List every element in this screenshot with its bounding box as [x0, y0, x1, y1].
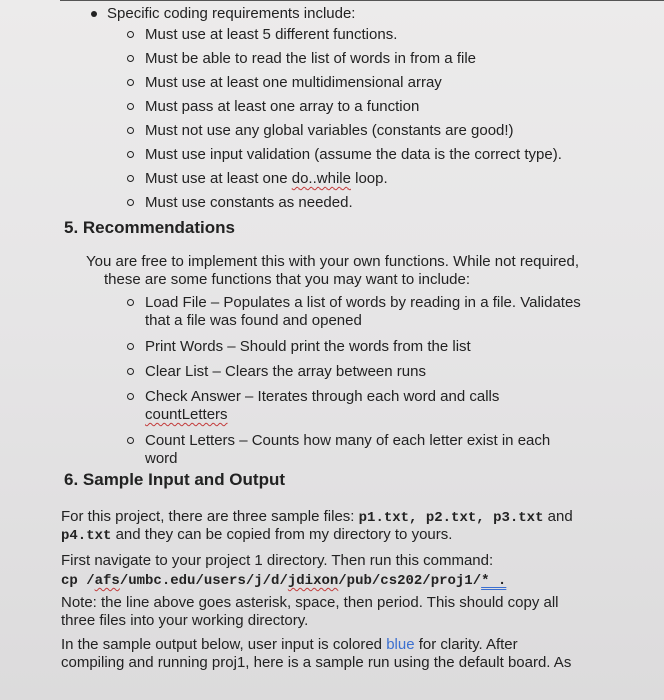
sample-text: In the sample output below, user input is colored — [61, 636, 387, 653]
requirement-item: Must use at least one multidimensional array — [145, 74, 442, 91]
sample-paragraph: First navigate to your project 1 directory. Then run this command: — [61, 552, 494, 569]
section-heading-sample: 6. Sample Input and Output — [64, 470, 285, 489]
recommendation-item-cont: that a file was found and opened — [145, 312, 362, 329]
recommendation-item-cont: countLetters — [145, 406, 228, 423]
circle-bullet-icon — [127, 199, 134, 206]
section-heading-recommendations: 5. Recommendations — [64, 218, 235, 237]
circle-bullet-icon — [127, 103, 134, 110]
sample-paragraph: compiling and running proj1, here is a sample run using the default board. As — [61, 654, 572, 671]
sample-paragraph — [61, 508, 573, 527]
requirement-item: Must be able to read the list of words in from a file — [145, 50, 476, 67]
cmd-afs: afs — [94, 573, 120, 589]
cmd-part: /pub/cs202/proj1/ — [338, 573, 482, 589]
sample-text: For this project, there are three sample files: — [61, 508, 359, 525]
circle-bullet-icon — [127, 127, 134, 134]
circle-bullet-icon — [127, 79, 134, 86]
cmd-dot: . — [489, 573, 507, 589]
requirement-item: Must use at least 5 different functions. — [145, 26, 398, 43]
requirement-item: Must use input validation (assume the data is the correct type). — [145, 146, 562, 163]
recommendation-item: Clear List – Clears the array between runs — [145, 363, 426, 380]
cmd-user: jdixon — [287, 573, 339, 589]
sample-file4: p4.txt — [61, 528, 112, 544]
circle-bullet-icon — [127, 343, 134, 350]
copy-command — [61, 572, 506, 590]
loop-suffix: loop. — [350, 170, 388, 187]
sample-files: p1.txt, p2.txt, p3.txt — [358, 510, 544, 526]
cmd-star-char: * — [481, 573, 490, 589]
bullet-icon — [91, 11, 97, 17]
cmd-star — [481, 573, 506, 589]
requirement-item: Must pass at least one array to a function — [145, 98, 420, 115]
circle-bullet-icon — [127, 437, 134, 444]
requirement-item: Must use constants as needed. — [145, 194, 353, 211]
sample-text: and — [543, 508, 573, 525]
requirement-item: Must not use any global variables (constants are good!) — [145, 122, 514, 139]
note-text: Note: the line above goes asterisk, space, then period. This should copy all — [61, 594, 559, 611]
requirement-item — [145, 170, 388, 188]
recommendation-item: Load File – Populates a list of words by reading in a file. Validates — [145, 294, 581, 311]
dowhile-text: do..while — [291, 170, 351, 187]
circle-bullet-icon — [127, 393, 134, 400]
requirement-text: Must use at least one — [145, 170, 292, 187]
sample-paragraph — [61, 636, 518, 654]
circle-bullet-icon — [127, 55, 134, 62]
requirements-heading: Specific coding requirements include: — [107, 5, 356, 22]
sample-paragraph — [61, 526, 452, 545]
recommendation-item: Count Letters – Counts how many of each letter exist in each — [145, 432, 551, 449]
top-rule — [60, 0, 664, 1]
circle-bullet-icon — [127, 31, 134, 38]
recommendation-item-cont: word — [145, 450, 178, 467]
circle-bullet-icon — [127, 368, 134, 375]
cmd-part: /umbc.edu/users/j/d/ — [119, 573, 288, 589]
blue-word: blue — [386, 636, 415, 653]
recommendation-item: Check Answer – Iterates through each word and calls — [145, 388, 500, 405]
note-text: three files into your working directory. — [61, 612, 309, 629]
recommendations-intro: these are some functions that you may want to include: — [104, 271, 471, 288]
recommendation-item: Print Words – Should print the words from the list — [145, 338, 471, 355]
circle-bullet-icon — [127, 175, 134, 182]
sample-text: and they can be copied from my directory to yours. — [111, 526, 453, 543]
circle-bullet-icon — [127, 151, 134, 158]
cmd-part: cp / — [61, 573, 95, 589]
circle-bullet-icon — [127, 299, 134, 306]
sample-text: for clarity. After — [414, 636, 518, 653]
recommendations-intro: You are free to implement this with your own functions. While not required, — [86, 253, 580, 270]
